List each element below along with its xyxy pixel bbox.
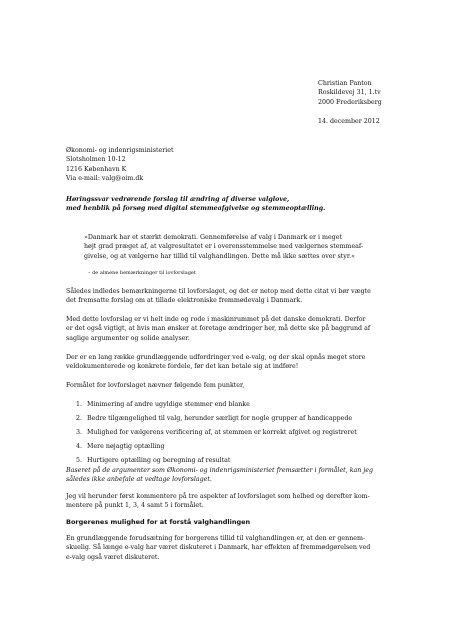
list-item [76, 428, 357, 437]
letter-date: 14. december 2012 [318, 118, 380, 125]
paragraph-line: Der er en lang række grundlæggende udfordringer ved e-valg, og der skal opnås meget store [66, 354, 366, 361]
paragraph-line: skuelig. Så længe e-valg har været diskuteret i Danmark, har effekten af fremmødgørelsen ved [66, 544, 371, 552]
list-text: Bedre tilgængelighed til valg, herunder særligt for nogle grupper af handicappede [87, 414, 353, 422]
subject-heading [66, 195, 325, 214]
section-heading: Borgerenes mulighed for at forstå valghandlingen [66, 518, 251, 526]
paragraph-line: Således indledes bemærkningerne til lovforslaget, og det er netop med dette citat vi bør vægte [66, 288, 371, 295]
recipient-line: Økonomi- og indenrigsministeriet [66, 147, 174, 154]
purpose-list [76, 400, 357, 465]
paragraph [66, 353, 365, 372]
list-text: Minimering af andre ugyldige stemmer end blanke [87, 401, 250, 408]
recipient-email: Via e-mail: valg@oim.dk [66, 174, 144, 182]
list-number: 4. [76, 442, 83, 450]
subject-line: Høringssvar vedrørende forslag til ændring af diverse valglove, [66, 196, 290, 203]
list-text: Mere nøjagtig optælling [87, 442, 165, 450]
paragraph-line: mentere på punkt 1, 3, 4 samt 5 i formålet. [66, 502, 204, 510]
paragraph-line: En grundlæggende forudsætning for borgerens tillid til valghandlingen er, at den er gennem- [66, 535, 366, 542]
paragraph-line: er det også vigtigt, at hvis man ønsker at foretage ændringer her, må dette ske på baggrund af [66, 325, 371, 333]
list-number: 5. [76, 456, 83, 464]
list-item [76, 442, 357, 451]
paragraph-line: saglige argumenter og solide analyser. [66, 334, 190, 342]
sender-address [318, 79, 382, 107]
paragraph-line: e-valg også været diskuteret. [66, 553, 160, 561]
list-item [76, 400, 357, 409]
quote-attribution: – de almene bemærkninger til lovforslaget [88, 270, 196, 276]
list-number: 1. [76, 401, 83, 408]
paragraph-line: således ikke anbefale at vedtage lovforslaget. [66, 476, 212, 484]
paragraph: Formålet for lovforslaget nævner følgende fem punkter, [66, 382, 245, 389]
list-text: Mulighed for vælgerens verificering af, at stemmen er korrekt afgivet og registreret [87, 428, 357, 436]
list-item [76, 414, 357, 423]
paragraph [66, 492, 370, 511]
paragraph-line: det fremsatte forslag om at tillade elektroniske fremmødevalg i Danmark. [66, 297, 303, 305]
paragraph-line: Med dette lovforslag er vi helt inde og rode i maskinrummet på det danske demokrati. Derfor [66, 316, 366, 323]
subject-line: med henblik på forsøg med digital stemmeafgivelse og stemmeoptælling. [66, 205, 326, 213]
recipient-address [66, 146, 174, 183]
paragraph [66, 534, 370, 562]
sender-street: Roskildevej 31, 1.tv [318, 89, 381, 97]
list-number: 2. [76, 414, 83, 422]
paragraph-line: Jeg vil herunder først kommentere på tre aspekter af lovforslaget som helhed og derefter kom- [66, 493, 370, 500]
paragraph-line: veldokumenterede og konkrete fordele, før det kan betale sig at indføre! [66, 363, 299, 371]
paragraph [66, 466, 373, 485]
list-item [76, 456, 357, 465]
paragraph-line: Baseret på de argumenter som Økonomi- og indenrigsministeriet fremsætter i formålet, kan jeg [66, 467, 374, 474]
paragraph [66, 287, 371, 306]
recipient-line: 1216 København K [66, 165, 127, 173]
quote-line: højt grad præget af, at valgresultatet er i overensstemmelse med vælgernes stemmeaf- [84, 243, 364, 251]
recipient-line: Slotsholmen 10-12 [66, 156, 126, 164]
list-number: 3. [76, 428, 83, 436]
sender-name: Christian Panton [318, 80, 372, 87]
quote-line: givelse, og at vælgerne har tillid til valghandlingen. Dette må ikke sættes over styr.« [84, 252, 356, 260]
list-text: Hurtigere optælling og beregning af resultat [87, 456, 231, 464]
sender-city: 2000 Frederiksberg [318, 98, 382, 106]
block-quote [84, 233, 363, 261]
quote-line: »Danmark har et stærkt demokrati. Gennemførelse af valg i Danmark er i meget [84, 234, 343, 241]
paragraph [66, 315, 370, 343]
